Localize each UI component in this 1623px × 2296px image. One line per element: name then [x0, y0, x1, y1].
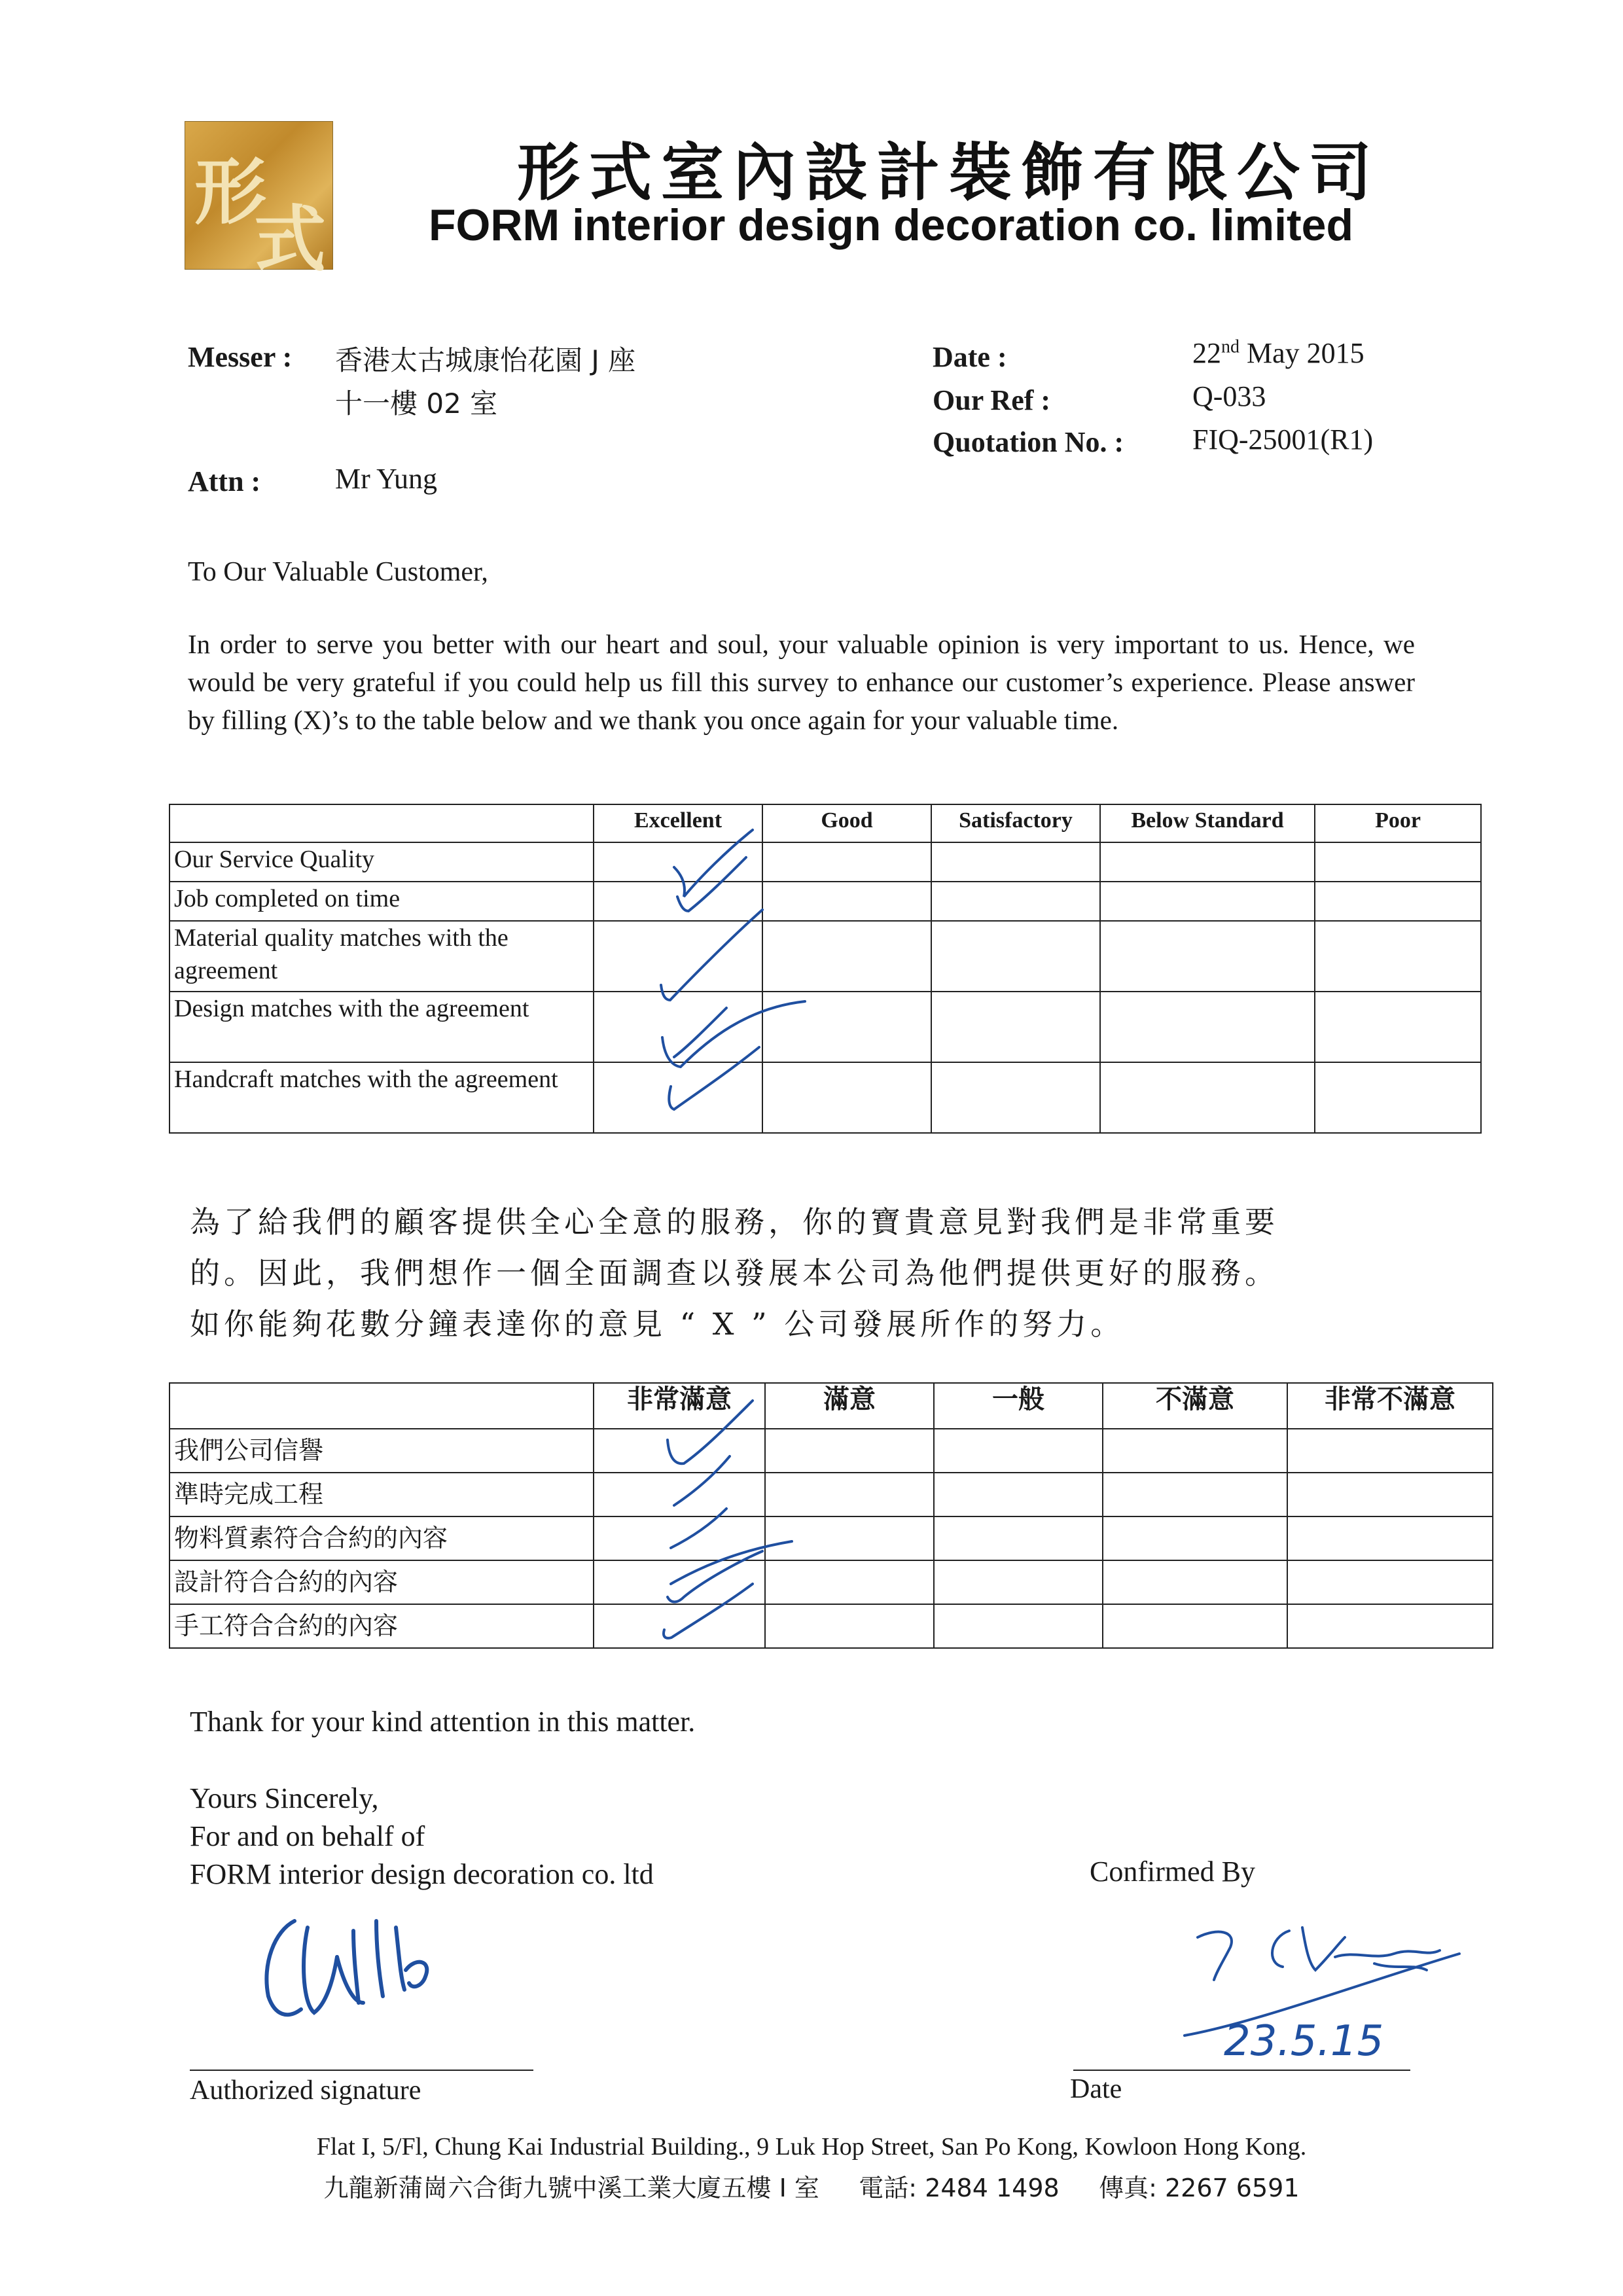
row-label: 我們公司信譽 [169, 1429, 594, 1473]
company-logo: 形 式 [185, 121, 333, 270]
row-label: 手工符合合約的內容 [169, 1604, 594, 1648]
attn-value: Mr Yung [335, 463, 438, 495]
row-label: Job completed on time [169, 882, 594, 921]
intro-cn-line-3: 如你能夠花數分鐘表達你的意見 “ X ” 公司發展所作的努力。 [190, 1306, 1125, 1342]
yours-sincerely: Yours Sincerely, [190, 1782, 379, 1814]
on-behalf-of: For and on behalf of [190, 1820, 425, 1852]
intro-cn-line-2: 的。因此，我們想作一個全面調查以發展本公司為他們提供更好的服務。 [190, 1255, 1279, 1291]
col-satisfactory: Satisfactory [931, 804, 1100, 842]
handwritten-date: 23.5.15 [1224, 2017, 1384, 2066]
row-label: Our Service Quality [169, 842, 594, 882]
address-line-1: 香港太古城康怡花園 J 座 [335, 344, 636, 376]
date-value: 22nd May 2015 [1192, 336, 1364, 369]
our-ref-value: Q-033 [1192, 380, 1266, 412]
col-average: 一般 [934, 1383, 1103, 1429]
company-name-en: FORM interior design decoration co. limited [429, 200, 1354, 250]
col-very-satisfied: 非常滿意 [594, 1383, 765, 1429]
col-poor: Poor [1315, 804, 1481, 842]
messer-label: Messer : [188, 341, 293, 373]
address-line-2: 十一樓 02 室 [335, 387, 498, 420]
our-ref-label: Our Ref : [933, 384, 1051, 416]
footer-address-cn: 九龍新蒲崗六合街九號中溪工業大廈五樓 I 室 電話: 2484 1498 傳真: 2267 6591 [323, 2174, 1300, 2202]
quotation-label: Quotation No. : [933, 426, 1124, 458]
row-label: Handcraft matches with the agreement [169, 1062, 594, 1133]
company-name-cn: 形式室內設計裝飾有限公司 [517, 135, 1381, 209]
col-below-standard: Below Standard [1100, 804, 1315, 842]
col-satisfied: 滿意 [765, 1383, 934, 1429]
footer-fax: 2267 6591 [1165, 2174, 1300, 2202]
thanks-line: Thank for your kind attention in this matter. [190, 1706, 696, 1738]
attn-label: Attn : [188, 465, 261, 497]
row-label: Design matches with the agreement [169, 992, 594, 1062]
col-very-unsatisfied: 非常不滿意 [1287, 1383, 1493, 1429]
footer-address-en: Flat I, 5/Fl, Chung Kai Industrial Building., 9 Luk Hop Street, San Po Kong, Kowloon Hong Kong. [316, 2133, 1307, 2161]
date-line-label: Date [1070, 2074, 1122, 2104]
closing-company: FORM interior design decoration co. ltd [190, 1858, 654, 1890]
row-label: 設計符合合約的內容 [169, 1560, 594, 1604]
row-label: 準時完成工程 [169, 1473, 594, 1516]
signature-line [190, 2070, 533, 2071]
col-unsatisfied: 不滿意 [1103, 1383, 1287, 1429]
confirmed-by-label: Confirmed By [1090, 1856, 1255, 1888]
row-label: 物料質素符合合約的內容 [169, 1516, 594, 1560]
greeting: To Our Valuable Customer, [188, 557, 488, 587]
authorized-signature-label: Authorized signature [190, 2075, 421, 2106]
date-line [1073, 2070, 1410, 2071]
footer-tel: 2484 1498 [925, 2174, 1060, 2202]
date-label: Date : [933, 341, 1007, 373]
row-label: Material quality matches with the agreement [169, 921, 594, 992]
intro-paragraph: In order to serve you better with our heart and soul, your valuable opinion is very important to us. Hence, we would be very grateful if you could help us fill this survey to enhance our customer’s experience. Please answer by filling (X)’s to the table below and we thank you once again for your valuable time. [188, 629, 1415, 735]
intro-cn-line-1: 為了給我們的顧客提供全心全意的服務，你的寶貴意見對我們是非常重要 [190, 1204, 1279, 1240]
col-excellent: Excellent [594, 804, 762, 842]
quotation-value: FIQ-25001(R1) [1192, 423, 1374, 456]
col-good: Good [762, 804, 931, 842]
